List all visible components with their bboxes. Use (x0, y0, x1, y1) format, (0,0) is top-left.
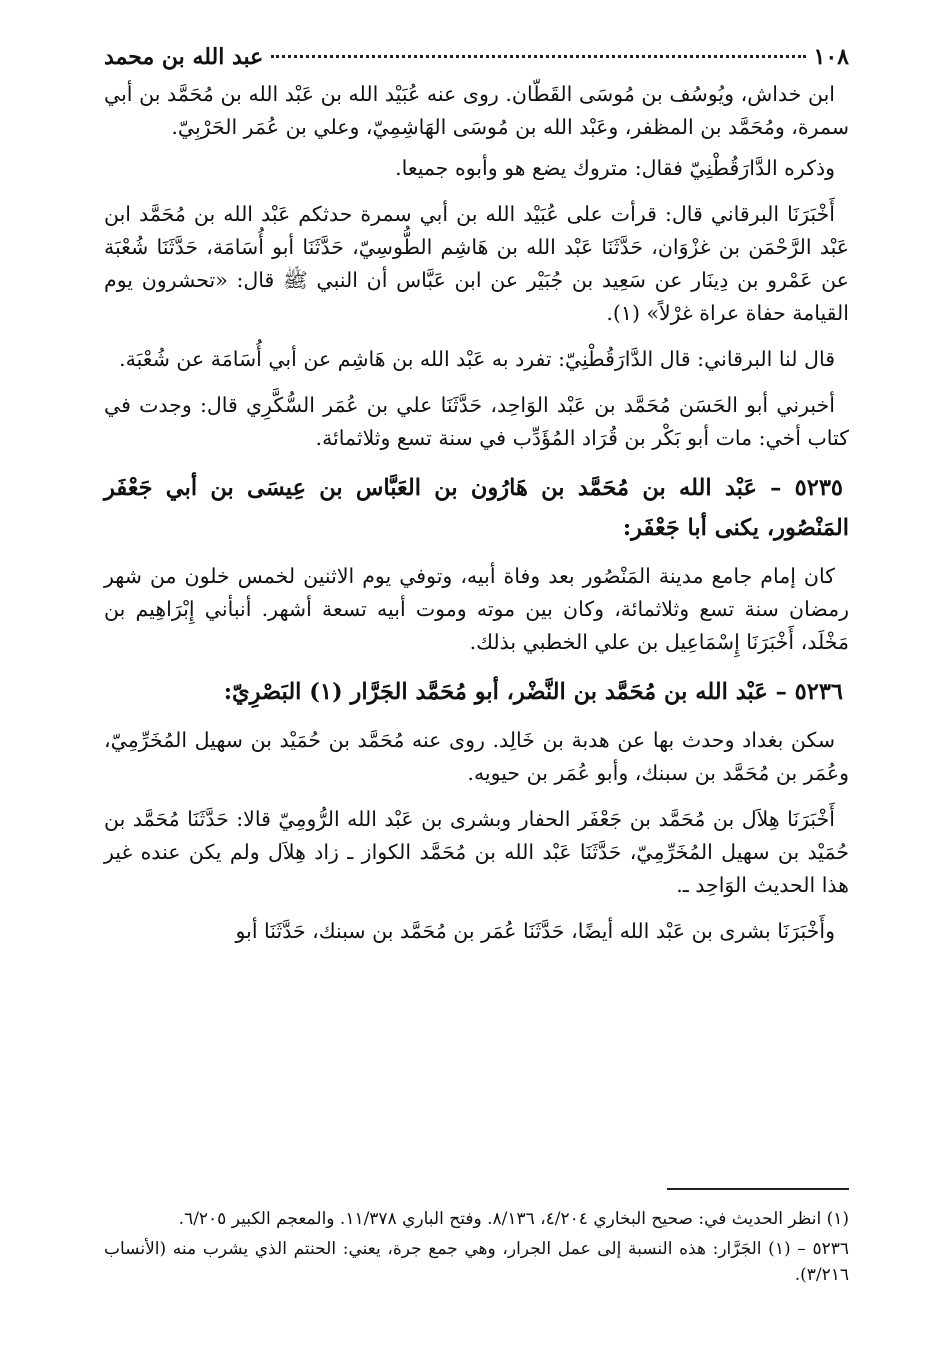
paragraph-death-date: أخبرني أبو الحَسَن مُحَمَّد بن عَبْد الوَاحِد، حَدَّثَنَا علي بن عُمَر السُّكَّرِي قال: وجدت في كتاب أخي: مات أبو بَكْر بن قُرَاد المُؤَدِّب في سنة تسع وثلاثمائة. (104, 393, 849, 450)
paragraph-hadith: أَخْبَرَنَا البرقاني قال: قرأت على عُبَيْد الله بن أبي سمرة حدثكم عَبْد الله بن مُحَمَّد ابن عَبْد الرَّحْمَن بن غزْوَان، حَدَّثَنَا عَبْد الله بن هَاشِم الطُّوسِيّ، حَدَّثَنَا أبو أُسَامَة، حَدَّثَنَا شُعْبَة عن عَمْرو بن دِينَار عن سَعِيد بن جُبَيْر عن ابن عَبَّاس أن النبي ﷺ قال: «تحشرون يوم القيامة حفاة عراة غرْلاً» (١). (104, 202, 849, 325)
running-header (104, 40, 849, 74)
entry-heading-5235: ٥٢٣٥ – عَبْد الله بن مُحَمَّد بن هَارُون بن العَبَّاس بن عِيسَى بن أبي جَعْفَر المَنْصُور، يكنى أبا جَعْفَر: (104, 475, 849, 541)
page (104, 40, 849, 961)
footnote-separator (667, 1188, 849, 1190)
entry-5236-paragraph-isnad: أَخْبَرَنَا هِلاَل بن مُحَمَّد بن جَعْفَر الحفار وبشرى بن عَبْد الله الرُّومِيّ قالا: حَدَّثَنَا مُحَمَّد بن حُمَيْد بن سهيل المُخَرِّمِيّ، حَدَّثَنَا عَبْد الله بن مُحَمَّد الكواز ـ زاد هِلاَل ولم يكن عنده غير هذا الحديث الوَاحِد ـ. (104, 807, 849, 897)
footnote-5236: ٥٢٣٦ – (١) الجَرَّار: هذه النسبة إلى عمل الجرار، وهي جمع جرة، يعني: الحنتم الذي يشرب منه (الأنساب ٣/٢١٦). (104, 1239, 849, 1285)
footnote-1: (١) انظر الحديث في: صحيح البخاري ٤/٢٠٤، ٨/١٣٦. وفتح الباري ١١/٣٧٨. والمعجم الكبير ٦/٢٠٥. (178, 1209, 849, 1229)
footnotes (104, 1206, 849, 1292)
paragraph-barqani: قال لنا البرقاني: قال الدَّارَقُطْنِيّ: تفرد به عَبْد الله بن هَاشِم عن أبي أُسَامَة عن شُعْبَة. (119, 347, 835, 371)
header-dot-leader (271, 55, 805, 58)
entry-heading-5236: ٥٢٣٦ – عَبْد الله بن مُحَمَّد بن النَّضْر، أبو مُحَمَّد الجَرَّار (١) البَصْرِيّ: (223, 679, 843, 705)
running-title: عبد الله بن محمد (104, 44, 264, 70)
entry-text-5235: كان إمام جامع مدينة المَنْصُور بعد وفاة أبيه، وتوفي يوم الاثنين لخمس خلون من شهر رمضان سنة تسع وثلاثمائة، وكان بين موته وموت أبيه تسعة أشهر. أنبأني إِبْرَاهِيم بن مَخْلَد، أَخْبَرَنَا إِسْمَاعِيل بن علي الخطبي بذلك. (104, 564, 849, 654)
paragraph-daraqutni-verdict: وذكره الدَّارَقُطْنِيّ فقال: متروك يضع هو وأبوه جميعا. (395, 156, 835, 180)
entry-5236-paragraph-continuation: وأَخْبَرَنَا بشرى بن عَبْد الله أيضًا، حَدَّثَنَا عُمَر بن مُحَمَّد بن سبنك، حَدَّثَنَا أبو (235, 919, 835, 943)
main-text (104, 78, 849, 948)
paragraph-narrators: ابن خداش، ويُوسُف بن مُوسَى القَطّان. روى عنه عُبَيْد الله بن عَبْد الله بن مُحَمَّد بن أبي سمرة، ومُحَمَّد بن المظفر، وعَبْد الله بن مُوسَى الهَاشِمِيّ، وعلي بن عُمَر الحَرْبِيّ. (104, 82, 849, 139)
page-number: ١٠٨ (813, 44, 849, 70)
entry-5236-paragraph-residence: سكن بغداد وحدث بها عن هدبة بن خَالِد. روى عنه مُحَمَّد بن حُمَيْد بن سهيل المُخَرِّمِيّ، وعُمَر بن مُحَمَّد بن سبنك، وأبو عُمَر بن حيويه. (104, 728, 849, 785)
